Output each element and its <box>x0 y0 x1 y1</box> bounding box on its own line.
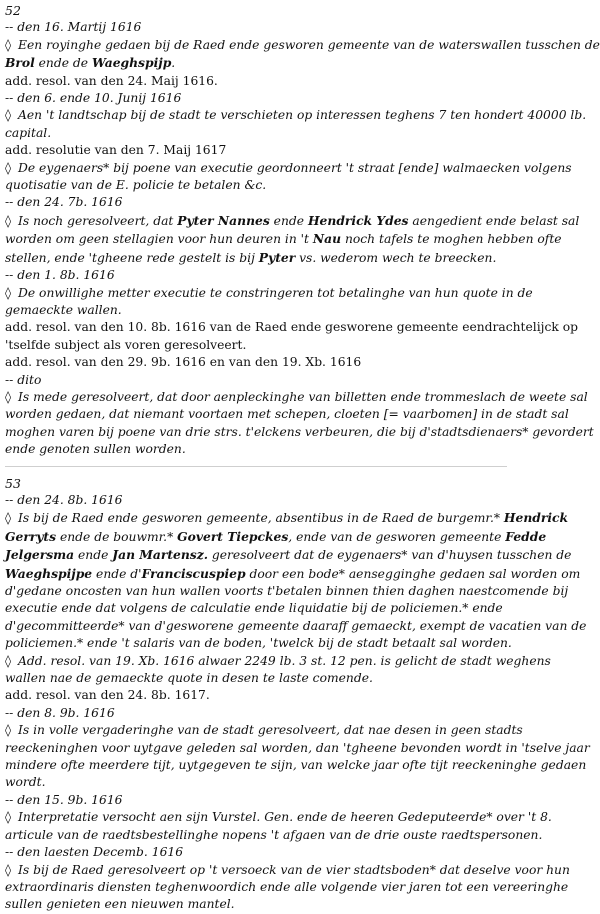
text-segment: -- den 15. 9b. 1616 <box>5 792 123 807</box>
text-segment: Aen 't landtschap bij de stadt te verschieten op interessen teghens 7 ten hondert 40000 lb. <box>18 108 587 123</box>
text-line <box>5 337 507 354</box>
name-emphasis: Franciscuspiep <box>141 565 246 581</box>
lozenge-marker: ◊ <box>5 213 15 228</box>
text-line <box>5 212 580 230</box>
text-segment: ende genoten sullen worden. <box>5 442 186 457</box>
text-line <box>5 492 507 509</box>
text-line <box>5 509 569 527</box>
text-line <box>5 844 507 861</box>
text-line <box>5 125 507 142</box>
text-segment: -- den 24. 8b. 1616 <box>5 492 123 507</box>
text-line <box>5 774 507 791</box>
name-emphasis: Fedde <box>505 528 547 544</box>
text-segment: reeckeninghen voor uytgave geleden sal worden, dan 'tgheene bevonden wordt in 'tselve jaar <box>5 740 590 755</box>
text-segment: , ende van de gesworen gemeente <box>288 529 506 544</box>
name-emphasis: Pyter Nannes <box>177 212 270 228</box>
text-segment: Is bij de Raed geresolveert op 't versoeck van de vier stadtsboden* dat deselve voor hun <box>18 862 570 877</box>
text-line <box>5 879 569 896</box>
name-emphasis: Waeghspijpe <box>5 565 93 581</box>
section-52 <box>5 2 600 459</box>
text-line <box>5 528 547 546</box>
text-line <box>5 19 507 36</box>
section-53 <box>5 475 590 914</box>
text-segment: -- dito <box>5 372 42 387</box>
lozenge-marker: ◊ <box>5 653 15 668</box>
text-segment: wallen nae de gemaeckte quote in desen te laste comende. <box>5 671 373 686</box>
text-segment: mindere ofte meerdere tijt, uytgegeven te sijn, van welcke jaar ofte tijt reeckeninghe gedaen <box>5 758 587 773</box>
text-segment: moghen varen bij poene van drie strs. t'elckens verbeuren, die bij d'stadtsdienaers* gevordert <box>5 424 594 439</box>
text-line <box>5 406 569 423</box>
text-segment: d'gedane oncosten van hun wallen voorts t'betalen binnen thien daghen naestcomende bij <box>5 584 569 598</box>
text-segment: ende <box>269 213 308 228</box>
text-line <box>5 90 507 107</box>
text-segment: noch tafels te moghen hebben ofte <box>341 232 562 247</box>
text-segment: ende de bouwmr.* <box>56 529 178 544</box>
text-segment: -- den 6. ende 10. Junij 1616 <box>5 91 182 106</box>
name-emphasis: Govert Tiepckes <box>177 528 289 544</box>
text-segment: -- den 16. Martij 1616 <box>5 20 142 35</box>
text-segment: wordt. <box>5 775 46 790</box>
text-line <box>5 354 507 371</box>
text-segment: quotisatie van de E. policie te betalen &c. <box>5 178 267 193</box>
text-segment: stellen, ende 'tgheene rede gestelt is bij <box>5 250 259 265</box>
text-line <box>5 546 572 564</box>
name-emphasis: Brol <box>5 55 35 71</box>
text-line <box>5 249 507 267</box>
text-line <box>5 827 543 844</box>
text-segment: add. resol. van den 29. 9b. 1616 en van den 19. Xb. 1616 <box>5 355 362 370</box>
section-number: 52 <box>5 3 21 18</box>
name-emphasis: Nau <box>312 231 342 247</box>
text-line <box>5 896 507 913</box>
text-line <box>5 740 590 757</box>
text-segment: ende d' <box>92 566 142 581</box>
text-segment: Een royinghe gedaen bij de Raed ende gesworen gemeente van de waterswallen tusschen de <box>18 37 600 52</box>
text-segment: add. resol. van den 10. 8b. 1616 van de Raed ende gesworene gemeente eendrachtelijck op <box>5 320 578 335</box>
text-line <box>5 73 507 90</box>
text-line <box>5 319 578 336</box>
text-segment: Interpretatie versocht aen sijn Vurstel. Gen. ende de heeren Gedeputeerde* over 't 8. <box>18 810 552 825</box>
text-line <box>5 177 507 194</box>
lozenge-marker: ◊ <box>5 511 15 526</box>
text-line <box>5 565 581 583</box>
text-line <box>5 389 588 406</box>
name-emphasis: Hendrick <box>503 510 569 526</box>
lozenge-marker: ◊ <box>5 37 15 52</box>
text-segment: gemaeckte wallen. <box>5 302 122 317</box>
text-segment: worden om geen stellagien voor hun deuren in 't <box>5 232 313 247</box>
name-emphasis: Hendrick Ydes <box>307 212 409 228</box>
name-emphasis: Pyter <box>258 249 296 265</box>
lozenge-marker: ◊ <box>5 285 15 300</box>
text-segment: -- den 24. 7b. 1616 <box>5 195 123 210</box>
text-line <box>5 809 552 826</box>
text-segment: -- den laesten Decemb. 1616 <box>5 845 184 860</box>
text-segment: De eygenaers* bij poene van executie geordonneert 't straat [ende] walmaecken volgens <box>18 160 572 175</box>
name-emphasis: Waeghspijp <box>91 55 172 71</box>
lozenge-marker: ◊ <box>5 160 15 175</box>
text-segment: articule van de raedtsbestellinghe nopens 't afgaen van de drie ouste raedtspersonen. <box>5 827 543 842</box>
text-segment: capital. <box>5 125 52 140</box>
text-segment: vs. wederom wech te breecken. <box>295 250 497 265</box>
text-segment: add. resolutie van den 7. Maij 1617 <box>5 143 227 158</box>
text-line <box>5 424 594 441</box>
text-line <box>5 267 507 284</box>
text-segment: De onwillighe metter executie te constringeren tot betalinghe van hun quote in de <box>18 285 533 300</box>
section-lines <box>5 19 600 458</box>
lozenge-marker: ◊ <box>5 723 15 738</box>
text-segment: extraordinaris diensten teghenwoordich ende alle volgende vier jaren tot een vereeringhe <box>5 879 569 894</box>
text-line <box>5 583 569 600</box>
text-line <box>5 670 507 687</box>
text-segment: Is mede geresolveert, dat door aenpleckinghe van billetten ende trommeslach de weete sal <box>18 389 588 404</box>
text-line <box>5 194 507 211</box>
text-line <box>5 372 507 389</box>
text-segment: Is in volle vergaderinghe van de stadt geresolveert, dat nae desen in geen stadts <box>18 723 523 738</box>
text-line <box>5 441 507 458</box>
text-segment: executie ende dat volgens de calculatie ende liquidatie bij de policiemen.* ende <box>5 601 503 616</box>
lozenge-marker: ◊ <box>5 108 15 123</box>
text-segment: 'tselfde subject als voren geresolveert. <box>5 337 247 352</box>
text-line <box>5 285 533 302</box>
text-segment: -- den 8. 9b. 1616 <box>5 705 115 720</box>
text-line <box>5 757 587 774</box>
text-line <box>5 722 523 739</box>
text-line <box>5 862 570 879</box>
text-line <box>5 142 507 159</box>
text-segment: -- den 1. 8b. 1616 <box>5 268 115 283</box>
text-line <box>5 705 507 722</box>
text-line <box>5 635 512 652</box>
text-segment: aengedient ende belast sal <box>408 213 580 228</box>
section-divider <box>5 466 507 467</box>
text-segment: d'gecommitteerde* van d'gesworene gemeente daaraff gemaeckt, exempt de vacatien van de <box>5 618 587 633</box>
text-line <box>5 618 587 635</box>
lozenge-marker: ◊ <box>5 389 15 404</box>
name-emphasis: Gerryts <box>5 528 57 544</box>
text-segment: policiemen.* ende 't salaris van de boden, 'twelck bij de stadt betaalt sal worden. <box>5 636 512 651</box>
section-lines <box>5 492 590 914</box>
text-line <box>5 792 507 809</box>
section-number: 53 <box>5 475 21 491</box>
text-segment: . <box>171 56 176 71</box>
text-segment: geresolveert dat de eygenaers* van d'huysen tusschen de <box>208 548 572 563</box>
lozenge-marker: ◊ <box>5 862 15 877</box>
text-segment: ende de <box>34 56 92 71</box>
text-segment: Is bij de Raed ende gesworen gemeente, absentibus in de Raed de burgemr.* <box>18 511 504 526</box>
text-line <box>5 107 587 124</box>
text-line <box>5 600 507 617</box>
text-line <box>5 687 507 704</box>
text-segment: door een bode* aensegginghe gedaen sal worden om <box>245 566 581 581</box>
text-line <box>5 160 572 177</box>
text-segment: worden gedaen, dat niemant voortaen met schepen, cloeten [= vaarbomen] in de stadt sal <box>5 407 569 422</box>
text-line <box>5 653 551 670</box>
text-line <box>5 54 507 72</box>
text-segment: ende <box>74 548 113 563</box>
text-segment: Is noch geresolveert, dat <box>18 213 178 228</box>
text-line <box>5 37 600 54</box>
name-emphasis: Jan Martensz. <box>112 547 208 563</box>
text-segment: add. resol. van den 24. 8b. 1617. <box>5 688 210 703</box>
text-segment: Add. resol. van 19. Xb. 1616 alwaer 2249 lb. 3 st. 12 pen. is gelicht de stadt weghens <box>18 653 551 668</box>
text-segment: add. resol. van den 24. Maij 1616. <box>5 73 218 88</box>
text-line <box>5 230 562 248</box>
lozenge-marker: ◊ <box>5 810 15 825</box>
text-segment: sullen genieten een nieuwen mantel. <box>5 897 235 912</box>
name-emphasis: Jelgersma <box>5 547 75 563</box>
text-line <box>5 302 507 319</box>
